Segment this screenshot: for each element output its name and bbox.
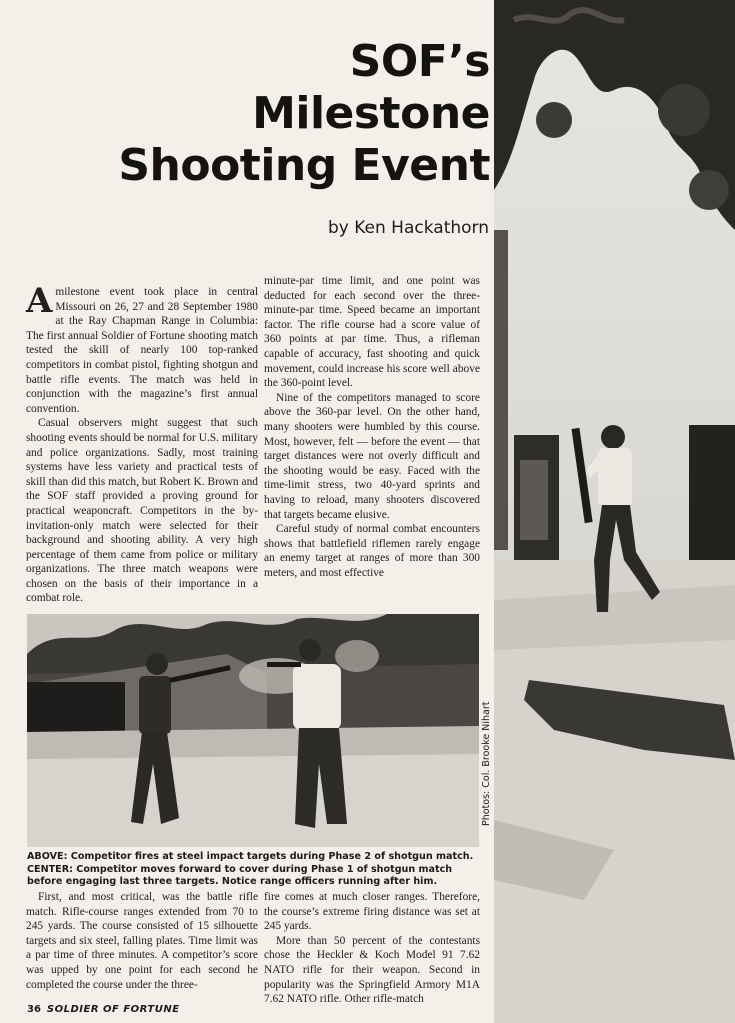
page-number: 36 xyxy=(27,1004,41,1015)
shotgun-match-photo xyxy=(27,614,479,847)
title-line-3: Shooting Event xyxy=(118,140,490,191)
title-line-2: Milestone xyxy=(252,88,490,139)
right-photo xyxy=(494,0,735,1023)
middle-photo xyxy=(27,614,479,847)
article-column-3 xyxy=(26,890,258,992)
drop-cap: A xyxy=(26,281,53,321)
paragraph: minute-par time limit, and one point was deducted for each second over the three-minute-par time. Speed became an important factor. The rifle course had a score value of 360 points at par time. Thus, a rifleman capable of accuracy, fast shooting and quick movement, could increase his score well above the 360-point level. xyxy=(264,275,480,390)
article-column-1 xyxy=(26,281,258,606)
title-line-1: SOF’s xyxy=(349,36,490,87)
publication-name: SOLDIER OF FORTUNE xyxy=(46,1004,180,1015)
paragraph: More than 50 percent of the contestants chose the Heckler & Koch Model 91 7.62 NATO rifle for their weapon. Second in popularity was the Springfield Armory M1A 7.62 NATO rifle. Other rifle-match xyxy=(264,934,480,1006)
page-footer xyxy=(27,1004,180,1015)
article-column-2 xyxy=(264,274,480,580)
paragraph: First, and most critical, was the battle rifle match. Rifle-course ranges extended from 70 to 245 yards. The course consisted of 15 silhouette targets and six steel, falling plates. Time limit was a par time of three minutes. A competitor’s score was upped by one point for each second he completed the course under the three- xyxy=(26,891,258,991)
byline: by Ken Hackathorn xyxy=(327,218,489,238)
shotgun-runner-photo xyxy=(494,0,735,1023)
paragraph: Casual observers might suggest that such shooting events should be normal for U.S. military and police organizations. Sadly, most training systems have less variety and practical tests of skill than did this match, but Robert K. Brown and the SOF staff provided a proving ground for practical weaponcraft. Competitors in the by-invitation-only match were selected for their background and shooting ability. A very high percentage of them came from police or military organizations. The three match weapons were chosen on the basis of their importance in a combat role. xyxy=(26,417,258,605)
paragraph xyxy=(26,281,258,416)
paragraph: fire comes at much closer ranges. Therefore, the course’s extreme firing distance was set at 245 yards. xyxy=(264,891,480,933)
article-title xyxy=(100,36,490,192)
paragraph: Nine of the competitors managed to score above the 360-par level. On the other hand, many shooters were humbled by this course. Most, however, felt — before the event — that target distances were not overly difficult and the shooting would be easy. Faced with the time-limit stress, two 40-yard sprints and having to reload, many shooters discovered that targets became elusive. xyxy=(264,391,480,521)
article-column-4 xyxy=(264,890,480,1007)
photo-caption: ABOVE: Competitor fires at steel impact targets during Phase 2 of shotgun match. CENTER: Competitor moves forward to cover during Phase 1 of shotgun match before engaging last three targets. Notice range officers running after him. xyxy=(27,851,474,887)
paragraph: Careful study of normal combat encounters shows that battlefield riflemen rarely engage an enemy target at ranges of more than 300 meters, and most effective xyxy=(264,523,480,579)
photo-credit: Photos: Col. Brooke Nihart xyxy=(481,701,492,826)
paragraph-text: milestone event took place in central Missouri on 26, 27 and 28 September 1980 at the Ray Chapman Range in Columbia: The first annual Soldier of Fortune shooting match tested the skill of nearly 100 top-ranked competitors in combat pistol, fighting shotgun and battle rifle events. The match was held in conjunction with the magazine’s first annual convention. xyxy=(26,286,258,415)
